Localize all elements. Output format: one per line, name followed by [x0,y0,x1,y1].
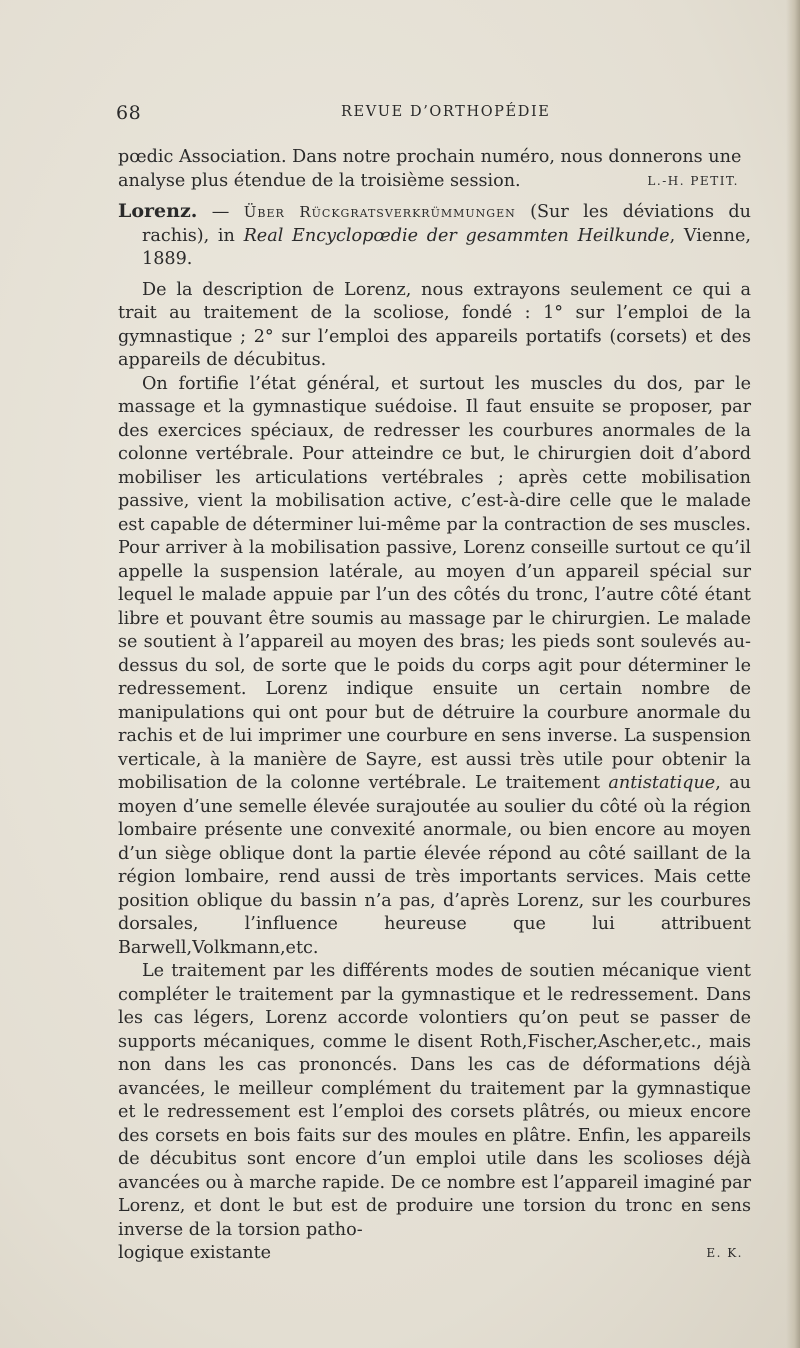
body-text [118,146,751,1266]
entry-title: Über Rückgratsverkrümmungen [243,203,516,221]
continuation-line-1: pœdic Association. Dans notre prochain numéro, nous donnerons une [118,147,742,167]
entry-author: Lorenz. [118,200,198,222]
entry-in: in [217,225,244,246]
running-header [116,102,672,126]
entry-dash: — [197,202,244,222]
paragraph-2-text: On fortifie l’état général, et surtout les muscles du dos, par le massage et la gymnastique suédoise. Il faut ensuite se proposer, par des exercices spéciaux, de redresser les courbures anormales de la colonne vertébrale. Pour atteindre ce but, le chirurgien doit d’abord mobiliser les articulations vertébrales ; après cette mobilisation passive, vient la mobilisation active, c’est-à-dire celle que le malade est capable de déterminer lui-même par la contraction de ses muscles. Pour arriver à la mobilisation passive, Lorenz conseille surtout ce qu’il appelle la suspension latérale, au moyen d’un appareil spécial sur lequel le malade appuie par l’un des côtés du tronc, l’autre côté étant libre et pouvant être soumis au massage par le chirurgien. Le malade se soutient à l’appareil au moyen des bras; les pieds sont soulevés au-dessus du sol, de sorte que le poids du corps agit pour déterminer le redressement. Lorenz indique ensuite un certain nombre de manipulations qui ont pour but de détruire la courbure anormale du rachis et de lui imprimer une courbure en sens inverse. La suspension verticale, à la manière de Sayre, est aussi très utile pour obtenir la mobilisation de la colonne vertébrale. Le traitement [118,373,751,793]
paragraph-3-last: logique existante [118,1243,272,1263]
paragraph-2 [118,373,751,961]
continuation-signature: L.-H. PETIT. [647,173,739,188]
continuation-line-2: analyse plus étendue de la troisième session. [118,170,521,191]
continuation-last-line [118,170,751,194]
paragraph-2-rest: , au moyen d’une semelle élevée surajoutée au soulier du côté où la région lombaire présente une convexité anormale, ou bien encore au moyen d’un siège oblique dont la partie élevée répond au côté saillant de la région lombaire, rend aussi de très importants services. Mais cette position oblique du bassin n’a pas, d’après Lorenz, sur les courbures dorsales, l’influence heureuse que lui attribuent Barwell,Volkmann,etc. [118,773,751,958]
page-number: 68 [116,102,142,124]
bibliographic-entry [118,200,751,272]
paragraph-3-last-line [118,1242,751,1266]
paragraph-1: De la description de Lorenz, nous extrayons seulement ce qui a trait au traitement de la scoliose, fondé : 1° sur l’emploi de la gymnastique ; 2° sur l’emploi des appareils portatifs (corsets) et des appareils de décubitus. [118,279,751,370]
entry-place-year: , Vienne, 1889. [142,225,751,269]
running-title: REVUE D’ORTHOPÉDIE [341,104,551,120]
paragraph-2-italic: antistatique [608,773,716,793]
paragraph-3: Le traitement par les différents modes de soutien mécanique vient compléter le traitement par la gymnastique et le redressement. Dans les cas légers, Lorenz accorde volontiers qu’on peut se passer de supports mécaniques, comme le disent Roth,Fischer,Ascher,etc., mais non dans les cas prononcés. Dans les cas de déformations déjà avancées, le meilleur complément du traitement par la gymnastique et le redressement est l’emploi des corsets plâtrés, ou mieux encore des corsets en bois faits sur des moules en plâtre. Enfin, les appareils de décubitus sont encore d’un emploi utile dans les scolioses déjà avancées ou à marche rapide. De ce nombre est l’appareil imaginé par Lorenz, et dont le but est de produire une torsion du tronc en sens inverse de la torsion patho- [118,961,751,1240]
page-edge-shadow [786,0,800,1348]
entry-translation: (Sur les déviations du rachis), [142,202,751,246]
entry-source: Real Encyclopœdie der gesammten Heilkunde [243,225,670,246]
paragraph-3-signature: E. K. [706,1246,743,1260]
